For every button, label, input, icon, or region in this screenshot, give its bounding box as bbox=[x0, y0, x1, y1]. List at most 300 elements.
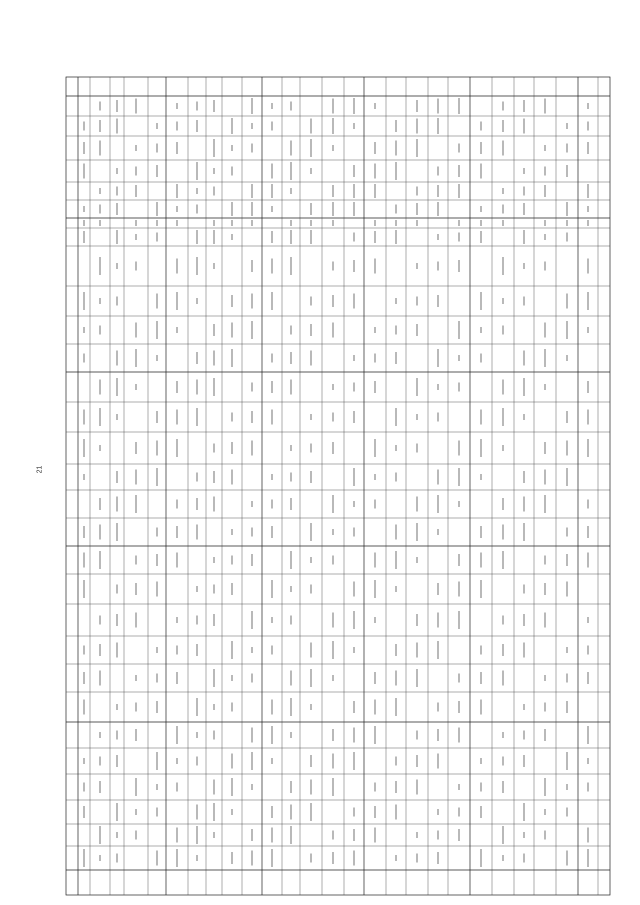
cell-text-mark bbox=[544, 556, 545, 565]
cell-text-mark bbox=[213, 351, 214, 366]
cell-text-mark bbox=[480, 164, 481, 179]
cell-text-mark bbox=[156, 468, 157, 486]
cell-text-mark bbox=[587, 849, 588, 867]
cell-text-mark bbox=[458, 829, 459, 841]
cell-text-mark bbox=[231, 583, 232, 595]
cell-text-mark bbox=[213, 168, 214, 174]
cell-text-mark bbox=[416, 297, 417, 306]
cell-text-mark bbox=[523, 187, 524, 196]
cell-text-mark bbox=[251, 98, 252, 114]
cell-text-mark bbox=[395, 220, 396, 226]
cell-text-mark bbox=[566, 165, 567, 177]
cell-text-mark bbox=[458, 728, 459, 743]
cell-text-mark bbox=[83, 164, 84, 179]
cell-text-mark bbox=[416, 669, 417, 687]
cell-text-mark bbox=[523, 585, 524, 594]
cell-text-mark bbox=[213, 220, 214, 226]
cell-text-mark bbox=[353, 752, 354, 770]
cell-text-mark bbox=[587, 758, 588, 764]
cell-text-mark bbox=[99, 298, 100, 304]
cell-text-mark bbox=[156, 674, 157, 683]
cell-text-mark bbox=[437, 809, 438, 815]
cell-text-mark bbox=[310, 444, 311, 453]
cell-text-mark bbox=[213, 471, 214, 483]
cell-text-mark bbox=[332, 384, 333, 390]
cell-text-mark bbox=[566, 468, 567, 486]
cell-text-mark bbox=[213, 263, 214, 269]
cell-text-mark bbox=[83, 327, 84, 333]
cell-text-mark bbox=[83, 206, 84, 212]
cell-text-mark bbox=[176, 783, 177, 792]
cell-text-mark bbox=[416, 497, 417, 512]
cell-text-mark bbox=[480, 783, 481, 792]
cell-text-mark bbox=[231, 118, 232, 134]
cell-text-mark bbox=[437, 349, 438, 367]
cell-text-mark bbox=[416, 414, 417, 420]
cell-text-mark bbox=[566, 582, 567, 597]
cell-text-mark bbox=[416, 119, 417, 134]
cell-text-mark bbox=[523, 119, 524, 134]
cell-text-mark bbox=[502, 445, 503, 451]
cell-text-mark bbox=[416, 220, 417, 226]
cell-text-mark bbox=[231, 703, 232, 712]
cell-text-mark bbox=[523, 230, 524, 244]
cell-text-mark bbox=[290, 781, 291, 793]
cell-text-mark bbox=[271, 700, 272, 715]
cell-text-mark bbox=[135, 809, 136, 815]
cell-text-mark bbox=[213, 497, 214, 512]
cell-text-mark bbox=[587, 439, 588, 457]
cell-text-mark bbox=[458, 441, 459, 456]
cell-text-mark bbox=[135, 675, 136, 681]
cell-text-mark bbox=[310, 168, 311, 174]
cell-text-mark bbox=[176, 259, 177, 274]
cell-text-mark bbox=[99, 120, 100, 132]
cell-text-mark bbox=[176, 617, 177, 623]
cell-text-mark bbox=[353, 123, 354, 129]
cell-text-mark bbox=[332, 729, 333, 741]
cell-text-mark bbox=[99, 826, 100, 844]
cell-text-mark bbox=[458, 355, 459, 361]
cell-text-mark bbox=[231, 202, 232, 216]
cell-text-mark bbox=[353, 528, 354, 537]
cell-text-mark bbox=[353, 468, 354, 486]
cell-text-mark bbox=[251, 851, 252, 866]
cell-text-mark bbox=[587, 292, 588, 310]
cell-text-mark bbox=[213, 731, 214, 740]
cell-text-mark bbox=[437, 99, 438, 114]
cell-text-mark bbox=[196, 757, 197, 766]
cell-text-mark bbox=[83, 646, 84, 655]
cell-text-mark bbox=[437, 583, 438, 595]
cell-text-mark bbox=[480, 806, 481, 818]
cell-text-mark bbox=[135, 729, 136, 741]
cell-text-mark bbox=[251, 220, 252, 226]
cell-text-mark bbox=[156, 808, 157, 817]
cell-text-mark bbox=[290, 473, 291, 482]
cell-text-mark bbox=[437, 185, 438, 197]
cell-text-mark bbox=[116, 187, 117, 196]
cell-text-mark bbox=[176, 439, 177, 457]
cell-text-mark bbox=[480, 526, 481, 538]
cell-text-mark bbox=[196, 205, 197, 214]
cell-text-mark bbox=[502, 551, 503, 569]
cell-text-mark bbox=[416, 755, 417, 767]
cell-text-mark bbox=[116, 497, 117, 512]
cell-text-mark bbox=[480, 849, 481, 867]
cell-text-mark bbox=[156, 321, 157, 339]
cell-text-mark bbox=[156, 355, 157, 361]
cell-text-mark bbox=[458, 144, 459, 153]
cell-text-mark bbox=[480, 122, 481, 131]
cell-text-mark bbox=[271, 646, 272, 655]
cell-text-mark bbox=[310, 803, 311, 821]
cell-text-mark bbox=[231, 470, 232, 485]
cell-text-mark bbox=[271, 758, 272, 764]
cell-text-mark bbox=[213, 614, 214, 626]
cell-text-mark bbox=[99, 188, 100, 194]
cell-text-mark bbox=[251, 383, 252, 392]
cell-text-mark bbox=[395, 671, 396, 686]
cell-text-mark bbox=[395, 141, 396, 156]
cell-text-mark bbox=[458, 321, 459, 339]
cell-text-mark bbox=[566, 647, 567, 653]
cell-text-mark bbox=[83, 553, 84, 568]
cell-text-mark bbox=[566, 851, 567, 866]
cell-text-mark bbox=[310, 324, 311, 336]
cell-text-mark bbox=[83, 849, 84, 867]
cell-text-mark bbox=[374, 806, 375, 818]
cell-text-mark bbox=[231, 167, 232, 176]
cell-text-mark bbox=[196, 408, 197, 426]
cell-text-mark bbox=[395, 551, 396, 569]
cell-text-mark bbox=[416, 263, 417, 269]
cell-text-mark bbox=[310, 297, 311, 306]
cell-text-mark bbox=[544, 583, 545, 595]
cell-text-mark bbox=[99, 525, 100, 540]
cell-text-mark bbox=[99, 671, 100, 686]
cell-text-mark bbox=[116, 704, 117, 710]
cell-text-mark bbox=[213, 832, 214, 838]
cell-text-mark bbox=[437, 852, 438, 864]
cell-text-mark bbox=[135, 185, 136, 197]
cell-text-mark bbox=[196, 298, 197, 304]
cell-text-mark bbox=[587, 259, 588, 274]
cell-text-mark bbox=[416, 139, 417, 157]
cell-text-mark bbox=[310, 471, 311, 483]
cell-text-mark bbox=[437, 295, 438, 307]
cell-text-mark bbox=[395, 644, 396, 656]
cell-text-mark bbox=[99, 781, 100, 793]
cell-text-mark bbox=[566, 752, 567, 770]
cell-text-mark bbox=[310, 557, 311, 563]
cell-text-mark bbox=[480, 646, 481, 655]
cell-text-mark bbox=[231, 641, 232, 659]
cell-text-mark bbox=[116, 523, 117, 541]
cell-text-mark bbox=[231, 556, 232, 565]
cell-text-mark bbox=[156, 582, 157, 597]
cell-text-mark bbox=[290, 826, 291, 844]
cell-text-mark bbox=[116, 585, 117, 594]
cell-text-mark bbox=[353, 294, 354, 309]
cell-text-mark bbox=[176, 828, 177, 843]
cell-text-mark bbox=[290, 586, 291, 592]
cell-text-mark bbox=[587, 553, 588, 568]
cell-text-mark bbox=[502, 188, 503, 194]
cell-text-mark bbox=[332, 145, 333, 151]
cell-text-mark bbox=[196, 120, 197, 132]
cell-text-mark bbox=[587, 142, 588, 154]
cell-text-mark bbox=[374, 500, 375, 509]
cell-text-mark bbox=[353, 808, 354, 817]
cell-text-mark bbox=[353, 701, 354, 713]
cell-text-mark bbox=[374, 231, 375, 243]
cell-text-mark bbox=[523, 755, 524, 767]
cell-text-mark bbox=[544, 470, 545, 485]
cell-text-mark bbox=[544, 778, 545, 796]
cell-text-mark bbox=[231, 323, 232, 338]
cell-text-mark bbox=[437, 613, 438, 628]
cell-text-mark bbox=[310, 414, 311, 420]
cell-text-mark bbox=[374, 439, 375, 457]
cell-text-mark bbox=[290, 551, 291, 569]
cell-text-mark bbox=[116, 203, 117, 215]
cell-text-mark bbox=[523, 351, 524, 366]
cell-text-mark bbox=[374, 580, 375, 598]
cell-text-mark bbox=[416, 832, 417, 838]
cell-text-mark bbox=[116, 854, 117, 863]
cell-text-mark bbox=[156, 233, 157, 242]
cell-text-mark bbox=[135, 384, 136, 390]
cell-text-mark bbox=[83, 122, 84, 131]
cell-text-mark bbox=[502, 644, 503, 656]
cell-text-mark bbox=[437, 495, 438, 513]
cell-text-mark bbox=[523, 854, 524, 863]
cell-text-mark bbox=[99, 257, 100, 275]
cell-text-mark bbox=[523, 731, 524, 740]
cell-text-mark bbox=[566, 528, 567, 537]
cell-text-mark bbox=[176, 206, 177, 212]
cell-text-mark bbox=[196, 586, 197, 592]
cell-text-mark bbox=[544, 809, 545, 815]
cell-text-mark bbox=[587, 783, 588, 792]
cell-text-mark bbox=[374, 553, 375, 568]
cell-text-mark bbox=[290, 326, 291, 335]
cell-text-mark bbox=[332, 323, 333, 338]
cell-text-mark bbox=[502, 220, 503, 226]
cell-text-mark bbox=[480, 580, 481, 598]
cell-text-mark bbox=[135, 442, 136, 454]
cell-text-mark bbox=[251, 411, 252, 423]
cell-text-mark bbox=[353, 728, 354, 743]
cell-text-mark bbox=[99, 616, 100, 625]
cell-text-mark bbox=[374, 474, 375, 480]
cell-text-mark bbox=[374, 783, 375, 792]
cell-text-mark bbox=[353, 501, 354, 507]
cell-text-mark bbox=[416, 523, 417, 541]
cell-text-mark bbox=[156, 220, 157, 226]
cell-text-mark bbox=[251, 784, 252, 790]
table-grid bbox=[66, 77, 610, 895]
cell-text-mark bbox=[480, 142, 481, 154]
cell-text-mark bbox=[544, 349, 545, 367]
cell-text-mark bbox=[156, 554, 157, 566]
cell-text-mark bbox=[502, 855, 503, 861]
cell-text-mark bbox=[310, 780, 311, 795]
cell-text-mark bbox=[290, 698, 291, 716]
cell-text-mark bbox=[196, 352, 197, 364]
cell-text-mark bbox=[544, 99, 545, 114]
cell-text-mark bbox=[83, 474, 84, 480]
cell-text-mark bbox=[374, 617, 375, 623]
cell-text-mark bbox=[480, 410, 481, 425]
cell-text-mark bbox=[290, 257, 291, 275]
cell-text-mark bbox=[523, 643, 524, 658]
cell-text-mark bbox=[566, 220, 567, 226]
cell-text-mark bbox=[271, 526, 272, 538]
cell-text-mark bbox=[176, 646, 177, 655]
cell-text-mark bbox=[99, 644, 100, 656]
cell-text-mark bbox=[251, 123, 252, 129]
cell-text-mark bbox=[213, 100, 214, 112]
cell-text-mark bbox=[83, 142, 84, 154]
cell-text-mark bbox=[116, 168, 117, 174]
cell-text-mark bbox=[251, 260, 252, 272]
cell-text-mark bbox=[416, 444, 417, 453]
cell-text-mark bbox=[83, 783, 84, 792]
cell-text-mark bbox=[458, 260, 459, 272]
cell-text-mark bbox=[480, 231, 481, 243]
cell-text-mark bbox=[213, 139, 214, 157]
cell-text-mark bbox=[480, 206, 481, 212]
cell-text-mark bbox=[437, 413, 438, 422]
cell-text-mark bbox=[213, 324, 214, 336]
cell-text-mark bbox=[310, 220, 311, 226]
cell-text-mark bbox=[374, 828, 375, 843]
cell-text-mark bbox=[353, 260, 354, 272]
cell-text-mark bbox=[544, 442, 545, 454]
cell-text-mark bbox=[176, 292, 177, 310]
cell-text-mark bbox=[135, 349, 136, 367]
cell-text-mark bbox=[231, 754, 232, 769]
cell-text-mark bbox=[196, 162, 197, 180]
cell-text-mark bbox=[502, 781, 503, 793]
cell-text-mark bbox=[116, 643, 117, 658]
cell-text-mark bbox=[251, 728, 252, 743]
cell-text-mark bbox=[310, 704, 311, 710]
cell-text-mark bbox=[523, 803, 524, 821]
cell-text-mark bbox=[416, 324, 417, 336]
cell-text-mark bbox=[353, 829, 354, 841]
cell-text-mark bbox=[99, 498, 100, 510]
cell-text-mark bbox=[458, 611, 459, 629]
cell-text-mark bbox=[523, 203, 524, 215]
cell-text-mark bbox=[374, 259, 375, 274]
cell-text-mark bbox=[523, 100, 524, 112]
cell-text-mark bbox=[196, 805, 197, 820]
cell-text-mark bbox=[99, 220, 100, 226]
cell-text-mark bbox=[544, 145, 545, 151]
cell-text-mark bbox=[502, 757, 503, 766]
cell-text-mark bbox=[566, 411, 567, 423]
cell-text-mark bbox=[458, 501, 459, 507]
cell-text-mark bbox=[135, 99, 136, 114]
cell-text-mark bbox=[458, 220, 459, 226]
cell-text-mark bbox=[156, 123, 157, 129]
cell-text-mark bbox=[156, 752, 157, 770]
cell-text-mark bbox=[231, 145, 232, 151]
cell-text-mark bbox=[271, 103, 272, 109]
cell-text-mark bbox=[374, 103, 375, 109]
cell-text-mark bbox=[587, 184, 588, 198]
cell-text-mark bbox=[156, 701, 157, 713]
cell-text-mark bbox=[290, 188, 291, 194]
cell-text-mark bbox=[271, 726, 272, 744]
cell-text-mark bbox=[502, 498, 503, 510]
cell-text-mark bbox=[566, 701, 567, 713]
cell-text-mark bbox=[458, 784, 459, 790]
cell-text-mark bbox=[99, 102, 100, 111]
cell-text-mark bbox=[196, 698, 197, 716]
cell-text-mark bbox=[99, 380, 100, 395]
cell-text-mark bbox=[353, 647, 354, 653]
cell-text-mark bbox=[271, 381, 272, 393]
cell-text-mark bbox=[231, 220, 232, 226]
cell-text-mark bbox=[544, 323, 545, 338]
cell-text-mark bbox=[176, 410, 177, 425]
cell-text-mark bbox=[544, 167, 545, 176]
cell-text-mark bbox=[83, 220, 84, 226]
cell-text-mark bbox=[437, 234, 438, 240]
cell-text-mark bbox=[353, 851, 354, 866]
cell-text-mark bbox=[458, 554, 459, 566]
cell-text-mark bbox=[290, 230, 291, 244]
cell-text-mark bbox=[196, 498, 197, 510]
cell-text-mark bbox=[231, 234, 232, 240]
cell-text-mark bbox=[231, 349, 232, 367]
cell-text-mark bbox=[176, 103, 177, 109]
cell-text-mark bbox=[251, 752, 252, 770]
cell-text-mark bbox=[135, 262, 136, 271]
cell-text-mark bbox=[290, 671, 291, 686]
cell-text-mark bbox=[566, 233, 567, 242]
cell-text-mark bbox=[196, 473, 197, 482]
cell-text-mark bbox=[458, 701, 459, 713]
cell-text-mark bbox=[587, 646, 588, 655]
cell-text-mark bbox=[231, 675, 232, 681]
cell-text-mark bbox=[480, 439, 481, 457]
cell-text-mark bbox=[458, 582, 459, 597]
cell-text-mark bbox=[587, 828, 588, 843]
cell-text-mark bbox=[502, 732, 503, 738]
cell-text-mark bbox=[290, 352, 291, 364]
cell-text-mark bbox=[116, 230, 117, 244]
cell-text-mark bbox=[196, 855, 197, 861]
cell-text-mark bbox=[395, 781, 396, 793]
cell-text-mark bbox=[310, 755, 311, 767]
cell-text-mark bbox=[135, 323, 136, 338]
cell-text-mark bbox=[156, 528, 157, 537]
cell-text-mark bbox=[231, 413, 232, 422]
cell-text-mark bbox=[271, 354, 272, 363]
cell-text-mark bbox=[290, 162, 291, 180]
page-number: 21 bbox=[36, 465, 44, 474]
cell-text-mark bbox=[587, 122, 588, 131]
cell-text-mark bbox=[544, 220, 545, 226]
cell-text-mark bbox=[395, 698, 396, 716]
cell-text-mark bbox=[135, 234, 136, 240]
cell-text-mark bbox=[135, 220, 136, 226]
